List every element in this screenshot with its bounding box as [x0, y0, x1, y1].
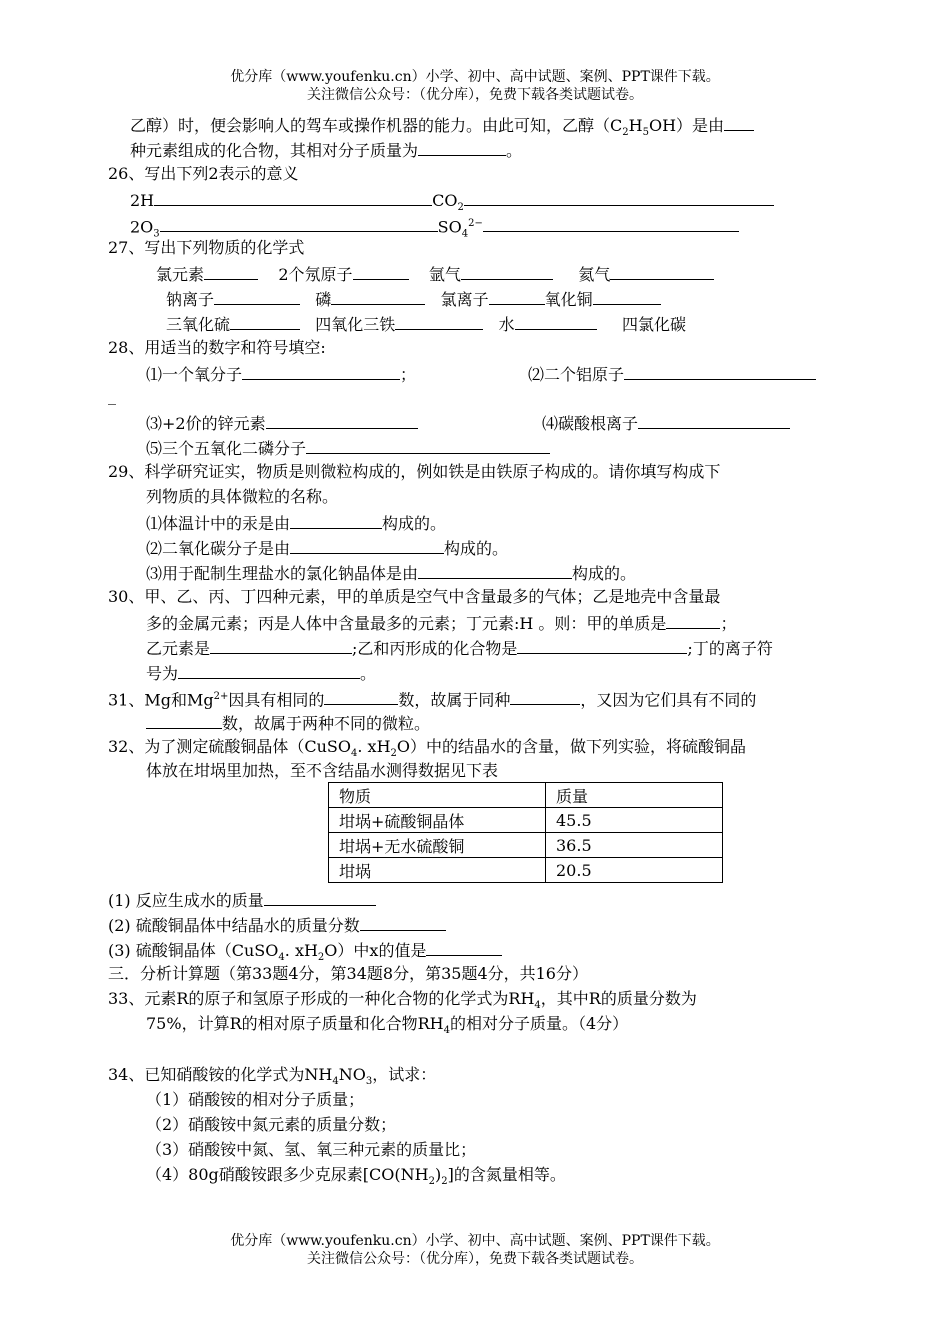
q33-line-1: 33、元素R的原子和氢原子形成的一种化合物的化学式为$RH_4$，其中R的质量分数为 [108, 989, 697, 1012]
q26-blank-so4[interactable] [483, 213, 739, 232]
q34-part-3: （3）硝酸铵中氮、氢、氧三种元素的质量比； [146, 1140, 477, 1159]
q30-blank-4[interactable] [178, 660, 360, 679]
q27-blank[interactable] [395, 311, 483, 330]
q28-part-1: ⑴一个氧分子 ； [146, 361, 416, 387]
q32-sub-2: (2) 硫酸铜晶体中结晶水的质量分数 [108, 912, 446, 938]
q26-row-2: $2O_3$ $SO_4^{2-}$ [130, 212, 739, 247]
footer-line-1: 优分库（www.youfenku.cn）小学、初中、高中试题、案例、PPT课件下载。 [230, 1233, 720, 1249]
table-header: 质量 [546, 783, 723, 808]
q31-blank-1[interactable] [324, 686, 398, 705]
q32-data-table [328, 782, 723, 883]
q31-blank-3[interactable] [146, 710, 222, 729]
q28-part-3: ⑶+2价的锌元素 [146, 410, 418, 436]
q28-part-5: ⑸三个五氧化二磷分子 [146, 435, 550, 461]
table-cell: 坩埚+硫酸铜晶体 [329, 808, 546, 833]
q29-blank-2[interactable] [290, 535, 444, 554]
table-header: 物质 [329, 783, 546, 808]
q27-blank[interactable] [489, 286, 545, 305]
table-row [329, 858, 723, 883]
q30-line-1: 30、甲、乙、丙、丁四种元素，甲的单质是空气中含量最多的气体；乙是地壳中含量最 [108, 587, 721, 606]
q34-part-4: （4）80g硝酸铵跟多少克尿素$[CO(NH_2)_2]$的含氮量相等。 [146, 1165, 566, 1188]
table-cell: 坩埚+无水硫酸铜 [329, 833, 546, 858]
q25-blank-2[interactable] [418, 137, 506, 156]
q28-blank-5[interactable] [306, 435, 550, 454]
q27-title: 27、写出下列物质的化学式 [108, 238, 305, 257]
table-cell: 坩埚 [329, 858, 546, 883]
q34-line-1: 34、已知硝酸铵的化学式为$NH_4NO_3$，试求： [108, 1065, 437, 1088]
table-cell: 36.5 [546, 833, 723, 858]
q28-blank-3[interactable] [266, 410, 418, 429]
q29-blank-1[interactable] [290, 510, 382, 529]
q32-sub-1: (1) 反应生成水的质量 [108, 887, 376, 913]
q32-blank-3[interactable] [426, 937, 502, 956]
q27-blank[interactable] [593, 286, 661, 305]
q26-blank-co2[interactable] [464, 187, 774, 206]
q27-blank[interactable] [515, 311, 597, 330]
q26-title: 26、写出下列2表示的意义 [108, 164, 299, 183]
q29-part-3: ⑶用于配制生理盐水的氯化钠晶体是由 构成的。 [146, 560, 636, 586]
q32-line-2: 体放在坩埚里加热，至不含结晶水测得数据见下表 [146, 761, 499, 780]
q27-row-2: 钠离子 磷 氯离子 氧化铜 [166, 286, 661, 312]
q30-line-2: 多的金属元素；丙是人体中含量最多的元素；丁元素:H 。则：甲的单质是 ； [146, 610, 736, 636]
q28-dash: _ [108, 386, 116, 405]
q27-row-3: 三氧化硫 四氧化三铁 水 四氯化碳 [166, 311, 686, 337]
q32-blank-1[interactable] [264, 887, 376, 906]
q30-line-4: 号为 。 [146, 660, 376, 686]
q30-blank-1[interactable] [666, 610, 720, 629]
table-row [329, 808, 723, 833]
q28-blank-1[interactable] [242, 361, 400, 380]
q29-part-2: ⑵二氧化碳分子是由 构成的。 [146, 535, 508, 561]
q32-line-1: 32、为了测定硫酸铜晶体（CuSO$_4$. $xH_2O$）中的结晶水的含量，做下列实验，将硫酸铜晶 [108, 737, 747, 760]
q27-blank[interactable] [204, 261, 258, 280]
header-line-2: 关注微信公众号：（优分库），免费下载各类试题试卷。 [307, 87, 643, 103]
q31-blank-2[interactable] [510, 686, 580, 705]
q28-blank-2[interactable] [624, 361, 816, 380]
q26-blank-2h[interactable] [154, 187, 432, 206]
q27-blank[interactable] [610, 261, 714, 280]
q29-line-2: 列物质的具体微粒的名称。 [146, 487, 339, 506]
q34-part-1: （1）硝酸铵的相对分子质量； [146, 1090, 365, 1109]
q27-blank[interactable] [461, 261, 553, 280]
q31-line-1: 31、Mg和$Mg^{2+}$因具有相同的 数，故属于同种 ，又因为它们具有不同的 [108, 685, 756, 712]
q30-blank-3[interactable] [517, 635, 687, 654]
q29-part-1: ⑴体温计中的汞是由 构成的。 [146, 510, 446, 536]
q32-sub-3: (3) 硫酸铜晶体（CuSO$_4$. $xH_2O$）中x的值是 [108, 937, 502, 970]
q25-blank-1[interactable] [724, 112, 754, 131]
q34-part-2: （2）硝酸铵中氮元素的质量分数； [146, 1115, 397, 1134]
q27-blank[interactable] [214, 286, 300, 305]
q28-title: 28、用适当的数字和符号填空: [108, 338, 326, 357]
q27-blank[interactable] [353, 261, 409, 280]
q33-line-2: 75%，计算R的相对原子质量和化合物$RH_4$的相对分子质量。（4分） [146, 1014, 629, 1037]
q27-row-1: 氯元素 2个氖原子 氩气 氦气 [156, 261, 714, 287]
q29-line-1: 29、科学研究证实，物质是则微粒构成的，例如铁是由铁原子构成的。请你填写构成下 [108, 462, 721, 481]
q26-row-1: 2H $CO_2$ [130, 187, 774, 220]
q25-line-1: 乙醇）时，便会影响人的驾车或操作机器的能力。由此可知，乙醇$(C_2H_5OH)$是由 [130, 112, 754, 145]
q28-part-2: ⑵二个铝原子 [528, 361, 816, 387]
q32-blank-2[interactable] [360, 912, 446, 931]
q30-blank-2[interactable] [210, 635, 352, 654]
q28-part-4: ⑷碳酸根离子 [542, 410, 790, 436]
table-row [329, 833, 723, 858]
q27-blank[interactable] [331, 286, 425, 305]
q27-blank[interactable] [230, 311, 300, 330]
q29-blank-3[interactable] [418, 560, 572, 579]
q31-line-2: 数，故属于两种不同的微粒。 [146, 710, 430, 736]
table-header-row [329, 783, 723, 808]
table-cell: 20.5 [546, 858, 723, 883]
q28-blank-4[interactable] [638, 410, 790, 429]
footer-line-2: 关注微信公众号：（优分库），免费下载各类试题试卷。 [307, 1251, 643, 1267]
table-cell: 45.5 [546, 808, 723, 833]
header-line-1: 优分库（www.youfenku.cn）小学、初中、高中试题、案例、PPT课件下载。 [230, 69, 720, 85]
q26-blank-2o3[interactable] [160, 213, 438, 232]
q25-line-2: 种元素组成的化合物，其相对分子质量为 。 [130, 137, 522, 163]
q30-line-3: 乙元素是 ;乙和丙形成的化合物是 ;丁的离子符 [146, 635, 773, 661]
section-3-title: 三．分析计算题（第33题4分，第34题8分，第35题4分，共16分） [108, 964, 588, 983]
